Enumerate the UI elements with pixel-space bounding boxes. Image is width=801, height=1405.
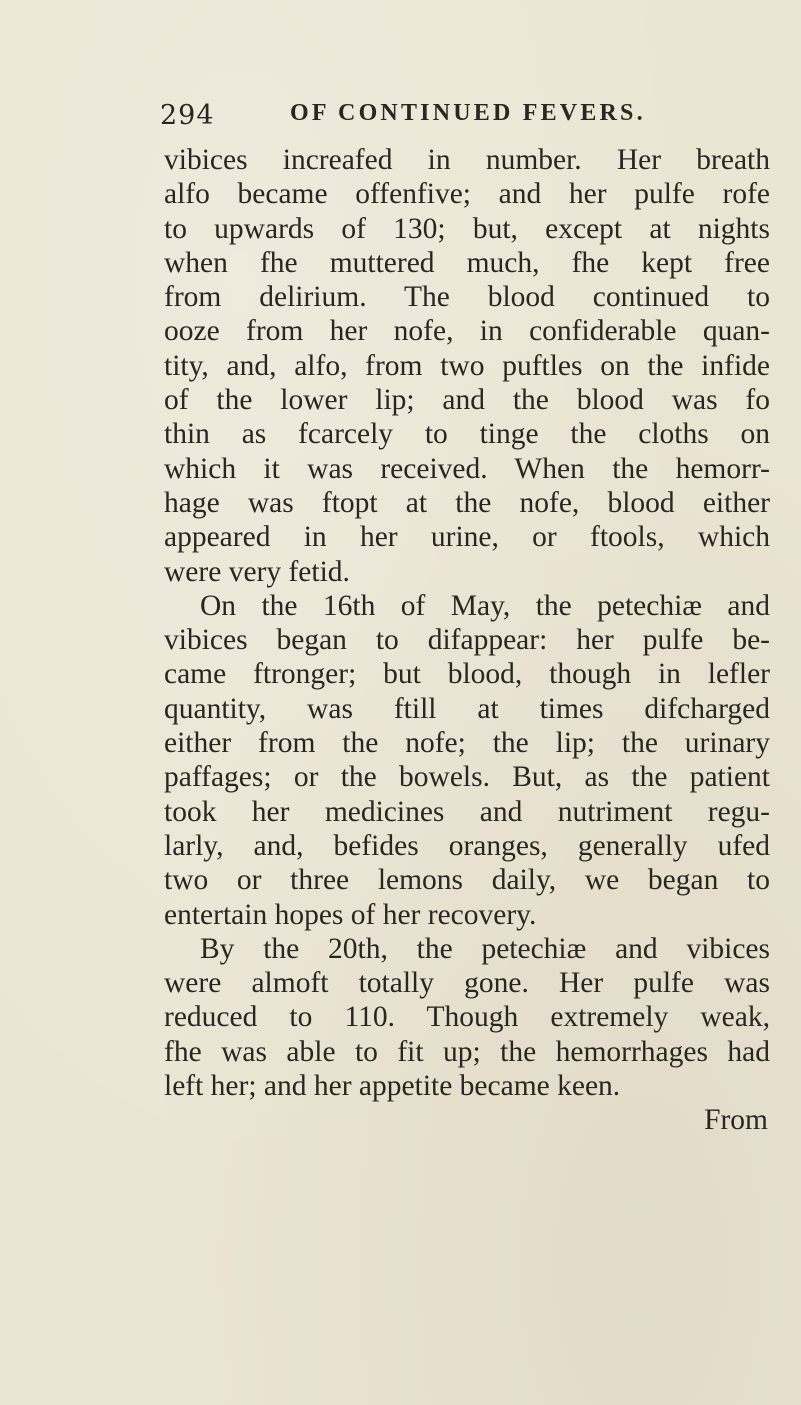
text-line: By the 20th, the petechiæ and vibices — [200, 932, 770, 965]
text-line: to upwards of 130; but, except at nights — [164, 212, 770, 245]
text-line: larly, and, befides oranges, generally ufed — [164, 829, 770, 862]
text-line: alfo became offenfive; and her pulfe rofe — [164, 178, 770, 211]
text-line: thin as fcarcely to tinge the cloths on — [164, 418, 770, 451]
text-line: when fhe muttered much, fhe kept free — [164, 246, 770, 279]
running-title: OF CONTINUED FEVERS. — [290, 100, 646, 126]
catchword: From — [704, 1104, 768, 1137]
body-text — [164, 143, 770, 1138]
text-line: of the lower lip; and the blood was fo — [164, 384, 770, 417]
text-line: fhe was able to fit up; the hemorrhages had — [164, 1035, 770, 1068]
text-line: vibices began to difappear: her pulfe be- — [164, 624, 770, 657]
text-line: quantity, was ftill at times difcharged — [164, 692, 770, 725]
text-line: On the 16th of May, the petechiæ and — [200, 589, 770, 622]
text-line: left her; and her appetite became keen. — [164, 1070, 621, 1103]
text-line: which it was received. When the hemorr- — [164, 452, 770, 485]
text-line: tity, and, alfo, from two puftles on the infide — [164, 349, 770, 382]
page-header — [160, 100, 790, 140]
text-line: paffages; or the bowels. But, as the patient — [164, 761, 770, 794]
text-line: from delirium. The blood continued to — [164, 281, 770, 314]
text-line: hage was ftopt at the nofe, blood either — [164, 486, 770, 519]
text-line: were very fetid. — [164, 555, 350, 588]
text-line: came ftronger; but blood, though in lefler — [164, 658, 770, 691]
text-line: ooze from her nofe, in confiderable quan- — [164, 315, 770, 348]
text-line: appeared in her urine, or ftools, which — [164, 521, 770, 554]
text-line: either from the nofe; the lip; the urinary — [164, 727, 770, 760]
page-number: 294 — [160, 100, 215, 131]
text-line: vibices increafed in number. Her breath — [164, 144, 770, 176]
text-line: two or three lemons daily, we began to — [164, 864, 770, 897]
text-line: entertain hopes of her recovery. — [164, 898, 537, 931]
text-line: took her medicines and nutriment regu- — [164, 795, 770, 828]
text-line: reduced to 110. Though extremely weak, — [164, 1001, 770, 1034]
text-line: were almoft totally gone. Her pulfe was — [164, 967, 770, 1000]
